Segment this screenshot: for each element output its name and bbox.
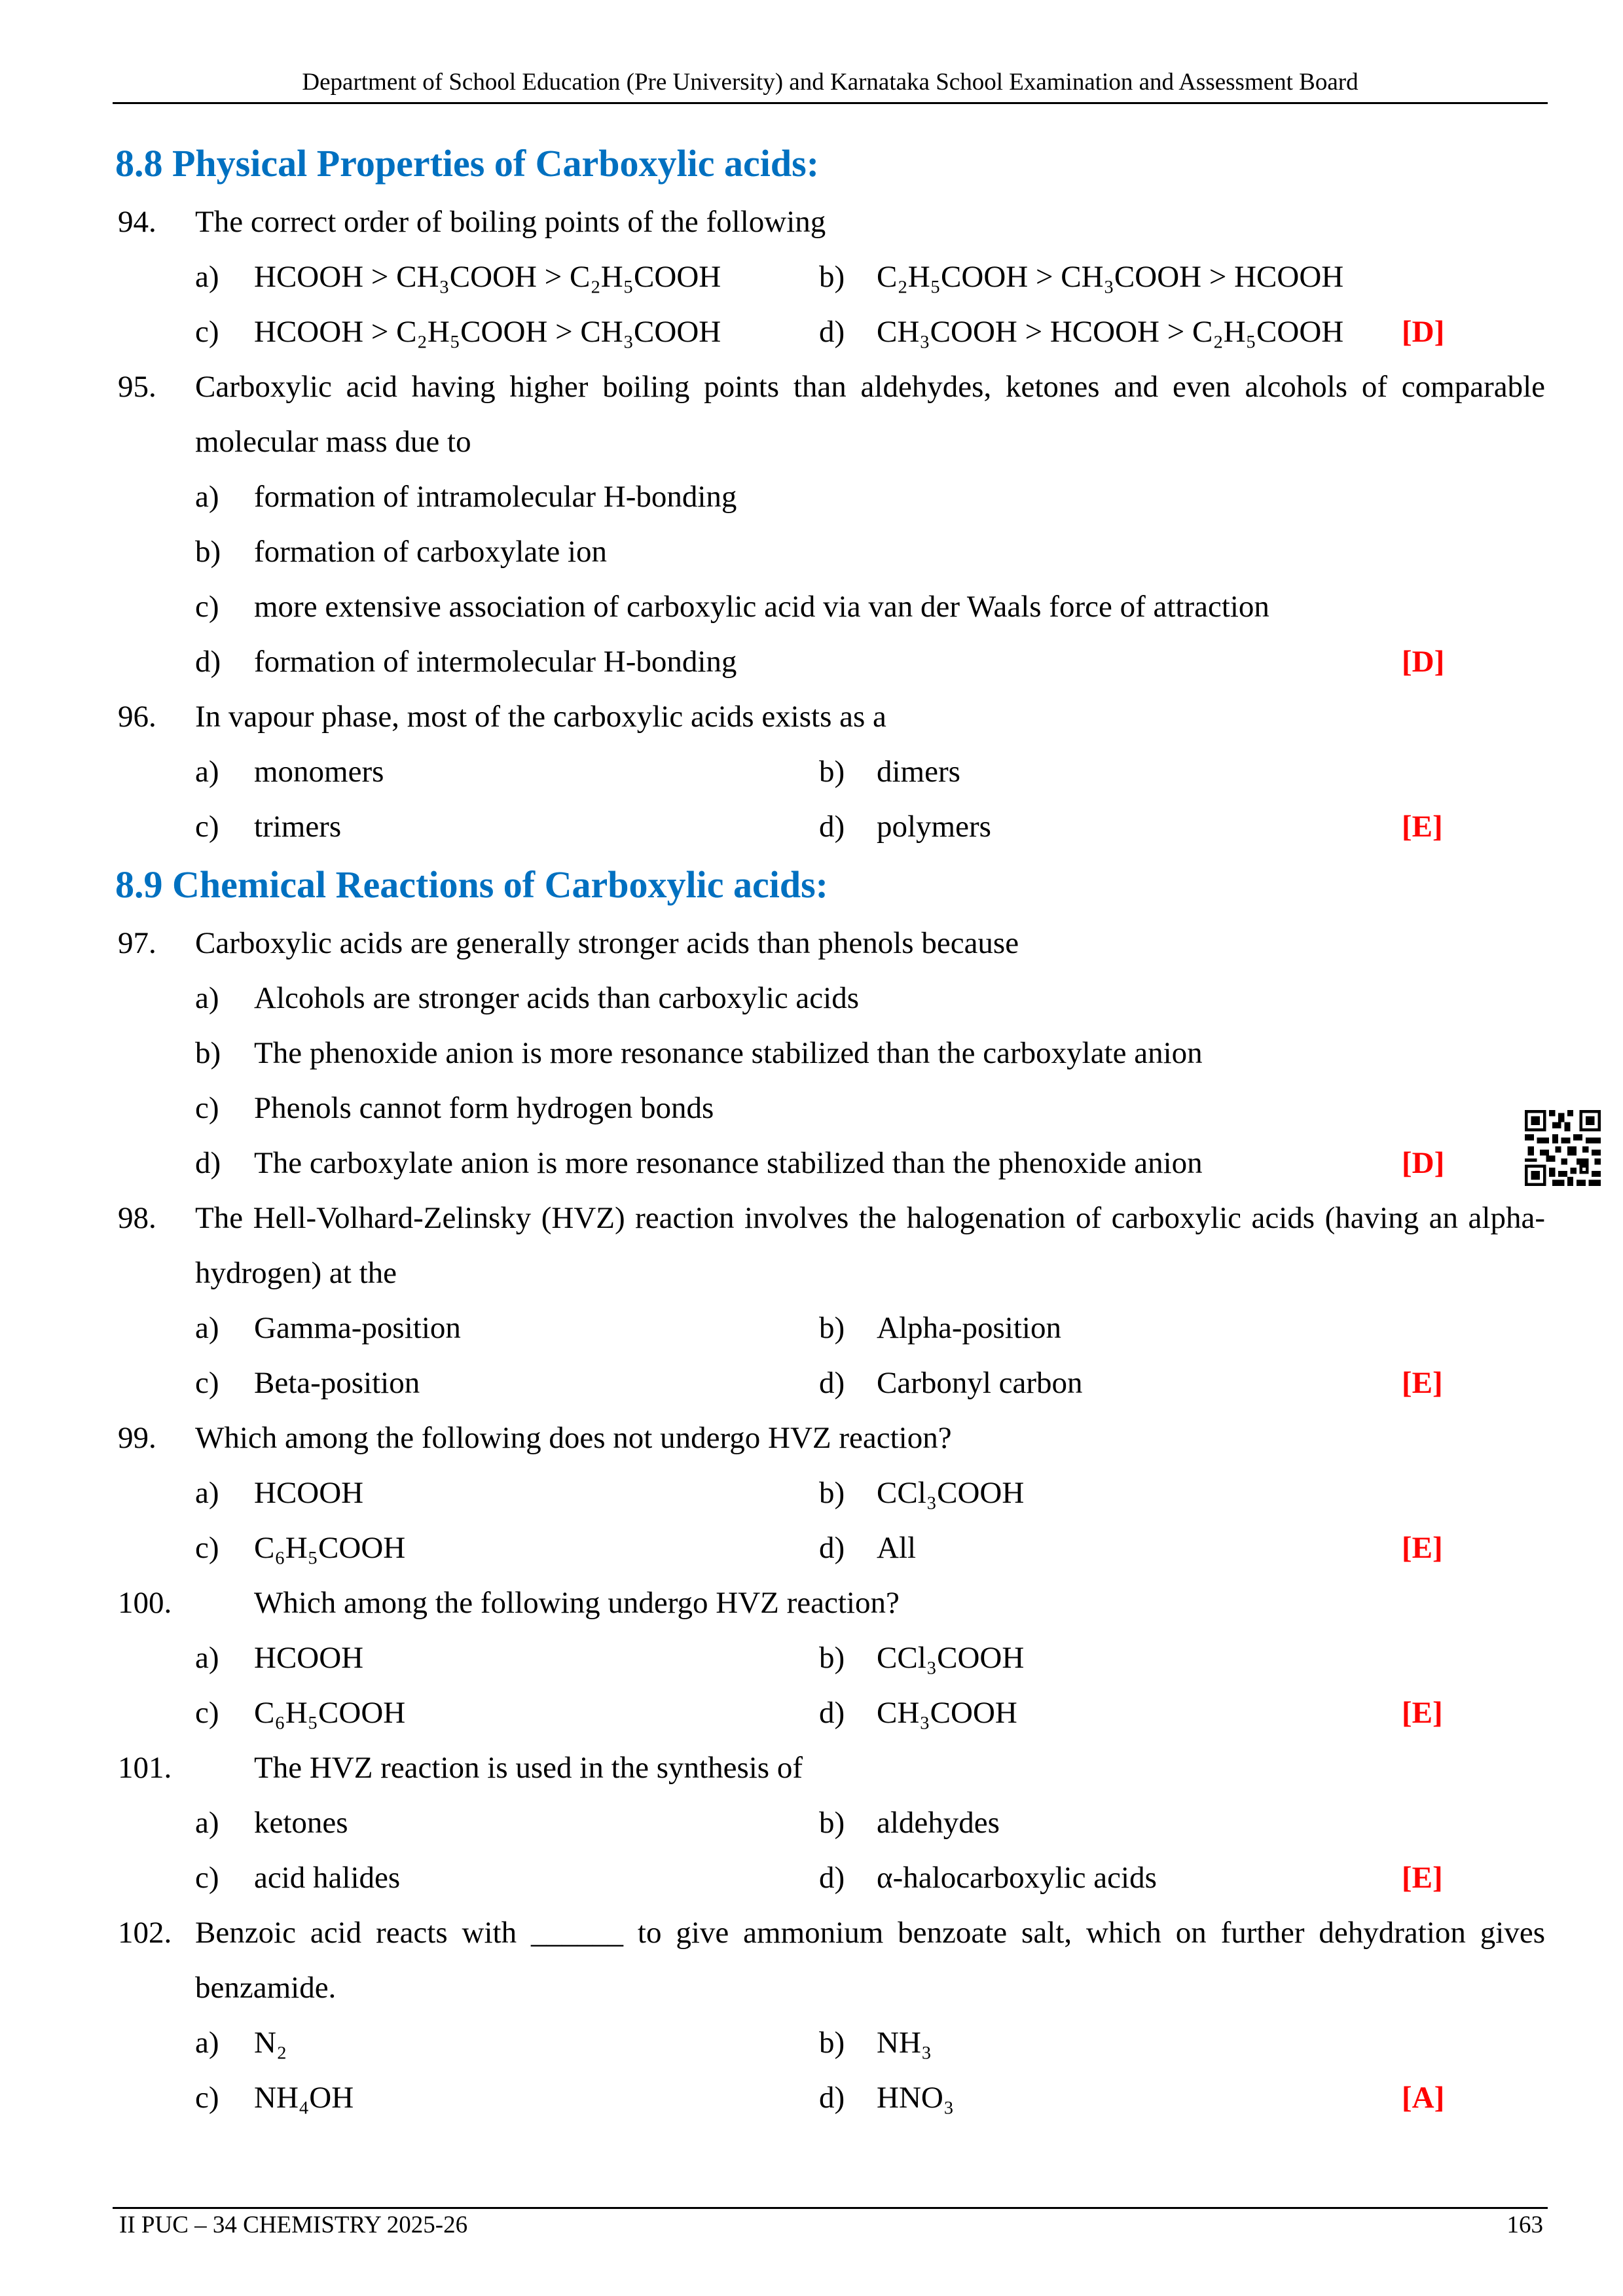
option-text: NH₄OH: [254, 2081, 354, 2115]
option-row: [115, 634, 1549, 689]
option-row: [115, 2070, 1549, 2125]
option-letter: a): [195, 1641, 219, 1675]
option-text: HCOOH > C₂H₅COOH > CH₃COOH: [254, 315, 721, 349]
option-text: α-halocarboxylic acids: [877, 1861, 1157, 1895]
option-row: [115, 2015, 1549, 2070]
footer-course: II PUC – 34 CHEMISTRY 2025-26: [119, 2212, 468, 2238]
option-letter: b): [819, 1476, 845, 1510]
option-row: [115, 1795, 1549, 1850]
option-letter: a): [195, 981, 219, 1015]
question-98: [115, 1191, 1549, 1300]
qr-code-icon[interactable]: [1525, 1110, 1601, 1186]
option-text: The phenoxide anion is more resonance stabilized than the carboxylate anion: [254, 1036, 1203, 1070]
option-text: ketones: [254, 1806, 348, 1840]
option-letter: d): [819, 1366, 845, 1400]
option-letter: b): [819, 1311, 845, 1345]
option-text: HCOOH: [254, 1641, 364, 1675]
option-row: [115, 1465, 1549, 1520]
option-letter: c): [195, 2081, 219, 2115]
option-letter: d): [195, 645, 221, 679]
option-text: C₆H₅COOH: [254, 1696, 406, 1730]
section-heading: 8.8 Physical Properties of Carboxylic acids:: [115, 142, 820, 185]
option-text: formation of intermolecular H-bonding: [254, 645, 737, 679]
answer-key: [E]: [1402, 1531, 1443, 1565]
question-number: 95.: [118, 370, 156, 404]
footer-rule: [113, 2207, 1548, 2209]
option-letter: b): [819, 1641, 845, 1675]
question-text: Carboxylic acids are generally stronger acids than phenols because: [195, 926, 1019, 960]
answer-key: [A]: [1402, 2081, 1445, 2115]
question-94: [115, 194, 1549, 249]
question-number: 98.: [118, 1201, 156, 1235]
question-text: The Hell-Volhard-Zelinsky (HVZ) reaction involves the halogenation of carboxylic acids (having an alpha-hydrogen) at the: [195, 1201, 1545, 1290]
question-95: [115, 359, 1549, 469]
option-letter: a): [195, 1476, 219, 1510]
option-text: C₆H₅COOH: [254, 1531, 406, 1565]
option-letter: a): [195, 755, 219, 789]
question-96: [115, 689, 1549, 744]
option-text: NH₃: [877, 2026, 932, 2060]
option-text: CCl₃COOH: [877, 1641, 1025, 1675]
option-text: C₂H₅COOH > CH₃COOH > HCOOH: [877, 260, 1344, 294]
option-text: monomers: [254, 755, 384, 789]
question-text: Benzoic acid reacts with ______ to give ammonium benzoate salt, which on further dehydration gives benzamide.: [195, 1916, 1545, 2005]
answer-key: [E]: [1402, 1366, 1443, 1400]
option-row: [115, 469, 1549, 524]
option-letter: b): [819, 1806, 845, 1840]
option-letter: c): [195, 590, 219, 624]
question-number: 101.: [118, 1751, 172, 1785]
option-row: [115, 1026, 1549, 1081]
option-row: [115, 1136, 1549, 1191]
option-row: [115, 249, 1549, 304]
page-number: 163: [1506, 2212, 1543, 2238]
option-text: formation of intramolecular H-bonding: [254, 480, 737, 514]
question-text: The HVZ reaction is used in the synthesis of: [254, 1751, 803, 1785]
option-letter: d): [819, 1696, 845, 1730]
option-row: [115, 971, 1549, 1026]
question-97: [115, 916, 1549, 971]
option-row: [115, 1081, 1549, 1136]
option-text: N₂: [254, 2026, 287, 2060]
option-text: Alpha-position: [877, 1311, 1061, 1345]
option-letter: c): [195, 1091, 219, 1125]
option-letter: a): [195, 1806, 219, 1840]
option-letter: c): [195, 315, 219, 349]
option-text: acid halides: [254, 1861, 401, 1895]
question-content: [115, 133, 1549, 2125]
option-row: [115, 304, 1549, 359]
option-text: CH₃COOH: [877, 1696, 1017, 1730]
option-text: Alcohols are stronger acids than carboxylic acids: [254, 981, 860, 1015]
option-row: [115, 524, 1549, 579]
option-row: [115, 1685, 1549, 1740]
option-letter: b): [819, 2026, 845, 2060]
question-number: 102.: [118, 1916, 172, 1950]
option-row: [115, 1850, 1549, 1905]
option-letter: d): [819, 315, 845, 349]
option-row: [115, 744, 1549, 799]
option-text: Phenols cannot form hydrogen bonds: [254, 1091, 714, 1125]
option-row: [115, 1630, 1549, 1685]
question-99: [115, 1410, 1549, 1465]
option-letter: d): [819, 810, 845, 844]
option-letter: a): [195, 2026, 219, 2060]
option-letter: a): [195, 480, 219, 514]
question-number: 100.: [118, 1586, 172, 1620]
option-text: HNO₃: [877, 2081, 955, 2115]
question-text: Carboxylic acid having higher boiling points than aldehydes, ketones and even alcohols of comparable molecular mass due to: [195, 370, 1545, 459]
option-letter: c): [195, 810, 219, 844]
option-letter: c): [195, 1861, 219, 1895]
option-text: The carboxylate anion is more resonance stabilized than the phenoxide anion: [254, 1146, 1203, 1180]
option-text: more extensive association of carboxylic acid via van der Waals force of attraction: [254, 590, 1269, 624]
option-text: Beta-position: [254, 1366, 420, 1400]
section-heading: 8.9 Chemical Reactions of Carboxylic acids:: [115, 863, 828, 906]
option-letter: c): [195, 1531, 219, 1565]
option-letter: d): [195, 1146, 221, 1180]
question-text: The correct order of boiling points of the following: [195, 205, 826, 239]
option-letter: d): [819, 2081, 845, 2115]
question-number: 97.: [118, 926, 156, 960]
option-text: All: [877, 1531, 917, 1565]
answer-key: [D]: [1402, 645, 1445, 679]
option-letter: b): [195, 535, 221, 569]
option-text: Gamma-position: [254, 1311, 461, 1345]
header-rule: [113, 102, 1548, 104]
option-row: [115, 579, 1549, 634]
option-text: trimers: [254, 810, 342, 844]
question-100: [115, 1575, 1549, 1630]
option-row: [115, 1300, 1549, 1355]
option-row: [115, 799, 1549, 854]
question-text: Which among the following undergo HVZ reaction?: [254, 1586, 900, 1620]
option-row: [115, 1520, 1549, 1575]
question-number: 96.: [118, 700, 156, 734]
question-text: Which among the following does not undergo HVZ reaction?: [195, 1421, 952, 1455]
question-101: [115, 1740, 1549, 1795]
option-text: aldehydes: [877, 1806, 1000, 1840]
option-text: polymers: [877, 810, 991, 844]
option-text: HCOOH > CH₃COOH > C₂H₅COOH: [254, 260, 721, 294]
option-text: CH₃COOH > HCOOH > C₂H₅COOH: [877, 315, 1344, 349]
option-letter: c): [195, 1696, 219, 1730]
option-letter: a): [195, 1311, 219, 1345]
question-102: [115, 1905, 1549, 2015]
option-letter: d): [819, 1861, 845, 1895]
option-text: CCl₃COOH: [877, 1476, 1025, 1510]
option-text: formation of carboxylate ion: [254, 535, 608, 569]
option-letter: c): [195, 1366, 219, 1400]
option-row: [115, 1355, 1549, 1410]
option-letter: a): [195, 260, 219, 294]
answer-key: [E]: [1402, 1861, 1443, 1895]
option-letter: b): [195, 1036, 221, 1070]
option-text: HCOOH: [254, 1476, 364, 1510]
option-letter: b): [819, 260, 845, 294]
option-text: Carbonyl carbon: [877, 1366, 1083, 1400]
answer-key: [E]: [1402, 810, 1443, 844]
answer-key: [E]: [1402, 1696, 1443, 1730]
answer-key: [D]: [1402, 315, 1445, 349]
question-text: In vapour phase, most of the carboxylic acids exists as a: [195, 700, 886, 734]
answer-key: [D]: [1402, 1146, 1445, 1180]
option-text: dimers: [877, 755, 960, 789]
question-number: 94.: [118, 205, 156, 239]
option-letter: d): [819, 1531, 845, 1565]
option-letter: b): [819, 755, 845, 789]
page-header: Department of School Education (Pre University) and Karnataka School Examination and Assessment Board: [302, 69, 1359, 96]
question-number: 99.: [118, 1421, 156, 1455]
